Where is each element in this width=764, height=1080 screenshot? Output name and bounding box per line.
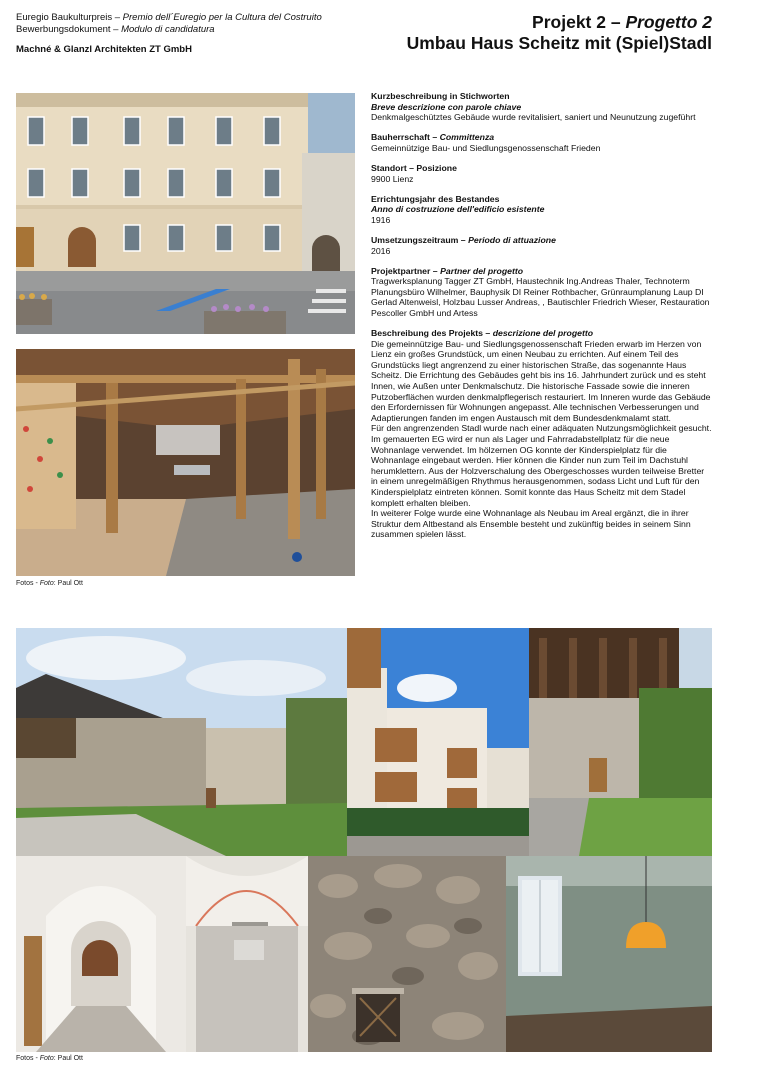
photo-vaulted-room xyxy=(186,856,308,1052)
separator: – xyxy=(605,12,626,32)
document-type-de: Bewerbungsdokument xyxy=(16,24,111,35)
section-short-description xyxy=(371,91,713,123)
photo-stadl-wall xyxy=(529,628,712,856)
section-client xyxy=(371,132,713,153)
label-description-it: descrizione del progetto xyxy=(492,328,594,339)
separator: – xyxy=(483,328,493,339)
project-number-it: Progetto 2 xyxy=(625,12,712,32)
description-paragraph-2: Für den angrenzenden Stadl wurde nach einer adäquaten Nutzungsmöglichkeit gesucht. Im gemauerten EG wird er nun als Lager und Fahrradabstellplatz für die neue Wohnanlage verwendet. Im hölzernen OG konnte der Kinderspielplatz für die Wohnanlage eingebaut werden. Hier können die Kinder nun zum Teil im Dachstuhl herumklettern. Aus der Holzverschalung des Obergeschosses wurden teilweise Bretter in einem unregelmäßigen Rhythmus herausgenommen, sodass Licht und Luft für den Kinderspielplatz eintreten können. Somit konnte das Haus Scheitz mit dem Stadel komplett erhalten bleiben. xyxy=(371,423,712,508)
description-paragraph-3: In weiterer Folge wurde eine Wohnanlage als Neubau im Areal ergänzt, die in ihrer Struktur dem Altbestand als Ensemble besteht und zukünftig beides in seinem Sinn zusammen spielen lässt. xyxy=(371,508,691,540)
separator: – xyxy=(429,132,440,143)
label-description-de: Beschreibung des Projekts xyxy=(371,328,484,339)
label-description xyxy=(371,328,713,339)
client-text: Gemeinnützige Bau- und Siedlungsgenossenschaft Frieden xyxy=(371,142,601,153)
section-description xyxy=(371,328,713,540)
header-left xyxy=(16,12,322,56)
credit-label-it: Foto xyxy=(39,580,54,587)
document-type-it: Modulo di candidatura xyxy=(121,24,215,35)
label-implementation-de: Umsetzungszeitraum xyxy=(371,234,459,245)
project-title: Umbau Haus Scheitz mit (Spiel)Stadl xyxy=(406,33,712,53)
project-number xyxy=(407,12,712,33)
project-number-de: Projekt 2 xyxy=(532,12,606,32)
photo-stadl-courtyard xyxy=(16,628,347,856)
implementation-text: 2016 xyxy=(371,245,391,256)
section-year-built xyxy=(371,194,713,226)
section-partners xyxy=(371,266,713,319)
label-implementation-it: Periodo di attuazione xyxy=(468,234,556,245)
partners-text: Tragwerksplanung Tagger ZT GmbH, Haustechnik Ing.Andreas Thaler, Technoterm Planungsbüro Wilhelmer, Bauphysik DI Reiner Rothbacher, Grünraumplanung Laup DI Gerlad Altenweisl, Holzbau Lusser Andreas, , Bautischler Friedrich Wieser, Restauration Pescoller GmbH und Artess xyxy=(371,276,710,318)
label-partners-it: Partner del progetto xyxy=(440,265,524,276)
credit-label-it: Foto xyxy=(39,1055,54,1062)
separator: – xyxy=(458,234,469,245)
label-short-description-it: Breve descrizione con parole chiave xyxy=(371,101,522,112)
separator: - xyxy=(33,580,40,587)
year-built-text: 1916 xyxy=(371,214,391,225)
prize-name-de: Euregio Baukulturpreis xyxy=(16,12,113,23)
header-right xyxy=(407,12,712,54)
section-implementation xyxy=(371,235,713,256)
photographer-name: : Paul Ott xyxy=(53,1055,83,1062)
info-column xyxy=(371,91,713,549)
credit-label-de: Fotos xyxy=(16,580,34,587)
photo-vaulted-corridor xyxy=(16,856,186,1052)
label-partners-de: Projektpartner xyxy=(371,265,431,276)
photo-facade xyxy=(16,93,355,334)
header-line-1 xyxy=(16,12,322,24)
label-implementation xyxy=(371,235,713,246)
photo-playground-interior xyxy=(16,349,355,576)
short-description-text: Denkmalgeschütztes Gebäude wurde revitalisiert, saniert und Neunutzung zugeführt xyxy=(371,112,696,123)
section-location xyxy=(371,163,713,184)
label-short-description-de: Kurzbeschreibung in Stichworten xyxy=(371,91,510,101)
photo-empty-room-lamp xyxy=(506,856,712,1052)
photographer-name: : Paul Ott xyxy=(53,580,83,587)
photo-credit-top xyxy=(16,580,83,587)
separator: - xyxy=(33,1055,40,1062)
label-year-built-de: Errichtungsjahr des Bestandes xyxy=(371,193,500,204)
label-client xyxy=(371,132,713,143)
label-partners xyxy=(371,266,713,277)
label-client-de: Bauherrschaft xyxy=(371,132,430,143)
location-text: 9900 Lienz xyxy=(371,173,414,184)
separator: – xyxy=(112,12,123,23)
label-client-it: Committenza xyxy=(439,132,495,143)
office-name: Machné & Glanzl Architekten ZT GmbH xyxy=(16,44,192,55)
photo-credit-bottom xyxy=(16,1055,83,1062)
prize-name-it: Premio dell´Euregio per la Cultura del Costruito xyxy=(122,12,322,23)
separator: – xyxy=(110,24,122,35)
photo-stone-wall-window xyxy=(308,856,506,1052)
label-location: Standort – Posizione xyxy=(371,162,457,173)
header-line-2 xyxy=(16,24,322,36)
label-year-built-it: Anno di costruzione dell'edificio esistente xyxy=(371,204,545,215)
photo-new-residential-building xyxy=(347,628,529,856)
credit-label-de: Fotos xyxy=(16,1055,34,1062)
description-paragraph-1: Die gemeinnützige Bau- und Siedlungsgenossenschaft Frieden erwarb im Herzen von Lienz ein großes Grundstück, um einen Neubau zu errichten. Auf einem Teil des Grundstücks liegt angrenzend zu einer historischen Straße, das sogenannte Haus Scheitz. Die Errichtung des Gebäudes geht bis ins 16. Jahrhundert zurück und es steht Innen, wie Außen unter Denkmalschutz. Die historische Fassade sowie die inneren Putzoberflächen wurden denkmalpflegerisch restauriert. Im Inneren wurde das Gebäude den Erfordernissen für Wohnungen angepasst. Alle technischen Verbesserungen und Adaptierungen fanden im engen Austausch mit dem Bundesdenkmalamt statt. xyxy=(371,338,711,423)
separator: – xyxy=(430,265,441,276)
